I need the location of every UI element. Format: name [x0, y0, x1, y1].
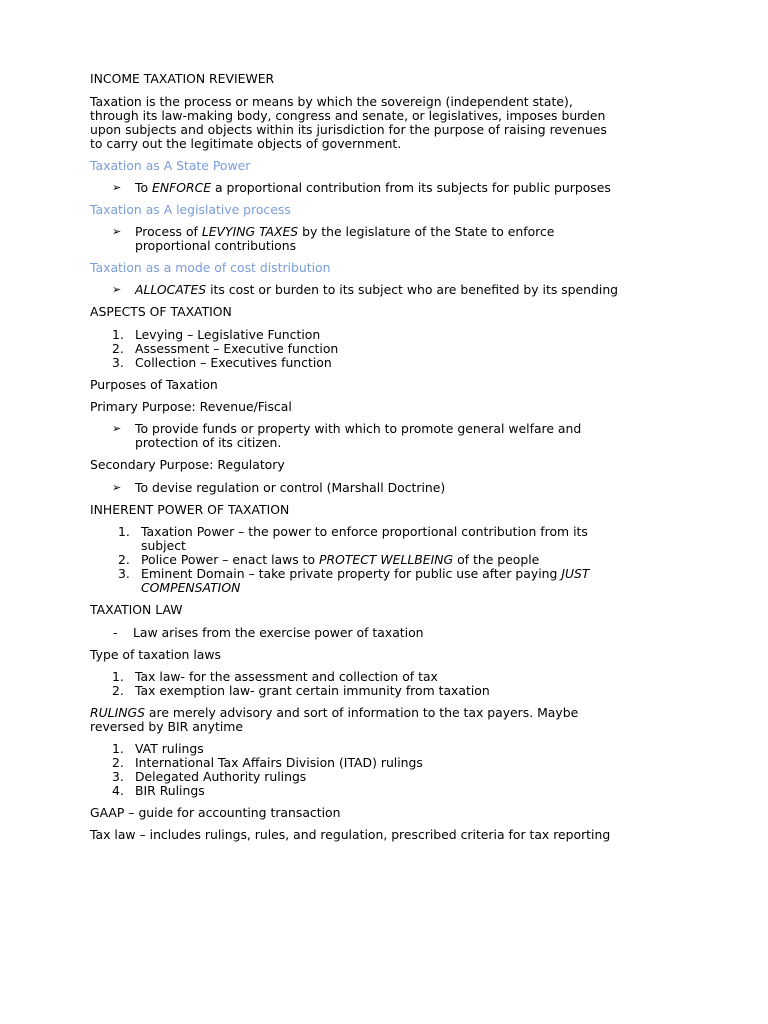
- list-number: 4.: [112, 783, 124, 798]
- list-number: 1.: [112, 327, 124, 342]
- intro-line-3: upon subjects and objects within its jurisdiction for the purpose of raising revenues: [90, 122, 607, 137]
- document-title: INCOME TAXATION REVIEWER: [90, 71, 275, 86]
- rulings-line-2: reversed by BIR anytime: [90, 719, 243, 734]
- list-number: 2.: [112, 755, 124, 770]
- heading-inherent-power: INHERENT POWER OF TAXATION: [90, 502, 290, 517]
- secondary-bullet: To devise regulation or control (Marshall Doctrine): [135, 480, 446, 495]
- list-number: 1.: [118, 524, 130, 539]
- arrow-bullet-icon: ➢: [112, 481, 122, 494]
- list-number: 3.: [112, 355, 124, 370]
- intro-line-4: to carry out the legitimate objects of government.: [90, 136, 402, 151]
- heading-taxation-law: TAXATION LAW: [90, 602, 183, 617]
- heading-purposes: Purposes of Taxation: [90, 377, 218, 392]
- primary-purpose: Primary Purpose: Revenue/Fiscal: [90, 399, 292, 414]
- arrow-bullet-icon: ➢: [112, 181, 122, 194]
- list-number: 2.: [118, 552, 130, 567]
- inherent-item-3-line-2: COMPENSATION: [141, 580, 241, 595]
- dash-bullet: -: [113, 625, 118, 640]
- inherent-item-1-line-2: subject: [141, 538, 186, 553]
- bullet-cost-distribution: ALLOCATES its cost or burden to its subject who are benefited by its spending: [135, 282, 619, 297]
- bullet-state-power: To ENFORCE a proportional contribution from its subjects for public purposes: [135, 180, 611, 195]
- list-item: VAT rulings: [135, 741, 204, 756]
- list-item: Levying – Legislative Function: [135, 327, 321, 342]
- list-number: 2.: [112, 683, 124, 698]
- list-item: Tax exemption law- grant certain immunity from taxation: [135, 683, 490, 698]
- list-item: Assessment – Executive function: [135, 341, 339, 356]
- arrow-bullet-icon: ➢: [112, 283, 122, 296]
- tax-law-definition: Tax law – includes rulings, rules, and regulation, prescribed criteria for tax reporting: [90, 827, 611, 842]
- list-number: 1.: [112, 669, 124, 684]
- inherent-item-1-line-1: Taxation Power – the power to enforce proportional contribution from its: [141, 524, 588, 539]
- intro-line-2: through its law-making body, congress and senate, or legislatives, imposes burden: [90, 108, 606, 123]
- rulings-line-1: RULINGS are merely advisory and sort of information to the tax payers. Maybe: [90, 705, 579, 720]
- list-number: 2.: [112, 341, 124, 356]
- inherent-item-2: Police Power – enact laws to PROTECT WELLBEING of the people: [141, 552, 540, 567]
- bullet-legislative-line-2: proportional contributions: [135, 238, 297, 253]
- taxation-law-dash-item: Law arises from the exercise power of taxation: [133, 625, 424, 640]
- list-item: International Tax Affairs Division (ITAD) rulings: [135, 755, 423, 770]
- list-item: Tax law- for the assessment and collection of tax: [135, 669, 438, 684]
- bullet-legislative-line-1: Process of LEVYING TAXES by the legislature of the State to enforce: [135, 224, 555, 239]
- list-number: 1.: [112, 741, 124, 756]
- list-item: BIR Rulings: [135, 783, 205, 798]
- list-item: Delegated Authority rulings: [135, 769, 307, 784]
- primary-bullet-line-1: To provide funds or property with which to promote general welfare and: [135, 421, 582, 436]
- inherent-item-3-line-1: Eminent Domain – take private property for public use after paying JUST: [141, 566, 590, 581]
- heading-cost-distribution: Taxation as a mode of cost distribution: [90, 260, 331, 275]
- primary-bullet-line-2: protection of its citizen.: [135, 435, 282, 450]
- list-number: 3.: [112, 769, 124, 784]
- heading-types-of-tax-laws: Type of taxation laws: [90, 647, 221, 662]
- arrow-bullet-icon: ➢: [112, 225, 122, 238]
- heading-state-power: Taxation as A State Power: [90, 158, 251, 173]
- intro-line-1: Taxation is the process or means by which the sovereign (independent state),: [90, 94, 573, 109]
- gaap-line: GAAP – guide for accounting transaction: [90, 805, 341, 820]
- arrow-bullet-icon: ➢: [112, 422, 122, 435]
- list-item: Collection – Executives function: [135, 355, 332, 370]
- list-number: 3.: [118, 566, 130, 581]
- secondary-purpose: Secondary Purpose: Regulatory: [90, 457, 285, 472]
- heading-legislative-process: Taxation as A legislative process: [90, 202, 291, 217]
- heading-aspects: ASPECTS OF TAXATION: [90, 304, 232, 319]
